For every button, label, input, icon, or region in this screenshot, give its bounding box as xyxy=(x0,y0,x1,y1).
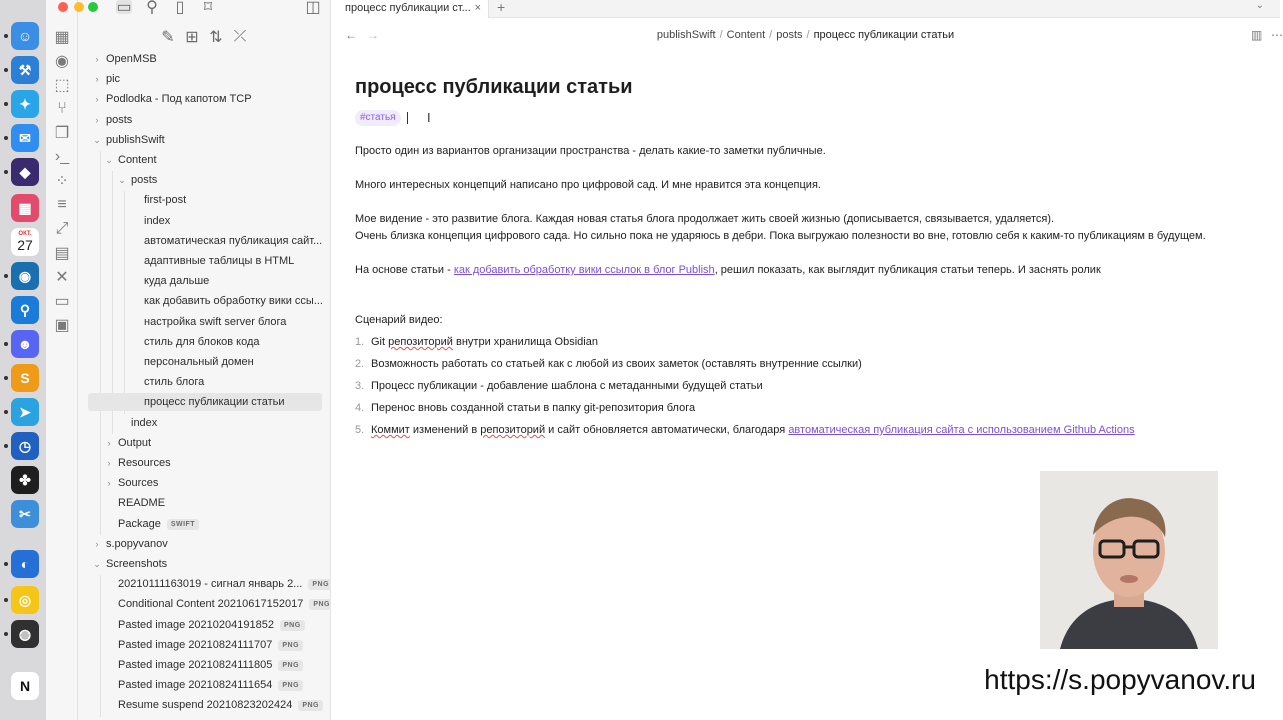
tree-file[interactable] xyxy=(118,595,330,613)
file-explorer-sidebar xyxy=(78,0,331,720)
list-text: Возможность работать со статьей как с любой из своих заметок (оставлять внутренние ссылки) xyxy=(371,358,862,370)
breadcrumb-separator: / xyxy=(719,29,723,41)
tree-file[interactable] xyxy=(118,696,320,714)
table-icon[interactable]: ▤ xyxy=(54,245,70,262)
tree-folder[interactable] xyxy=(106,50,157,68)
indent-guide xyxy=(100,151,101,535)
paragraph-4[interactable] xyxy=(355,263,1101,278)
running-indicator xyxy=(4,632,8,636)
scissors-icon[interactable]: ✂ xyxy=(11,500,39,528)
chevron-down-icon[interactable]: ⌄ xyxy=(118,175,126,186)
tree-item-label: Sources xyxy=(118,477,159,490)
calendar-icon[interactable] xyxy=(11,228,39,256)
tree-item-label: стиль для блоков кода xyxy=(144,335,260,348)
file-type-badge: SWIFT xyxy=(167,519,199,530)
paragraph-4-prefix: На основе статьи - xyxy=(355,264,454,276)
paragraph-2[interactable]: Много интересных концепций написано про цифровой сад. И мне нравится эта концепция. xyxy=(355,179,821,191)
more-options-icon[interactable]: ⋯ xyxy=(1271,28,1283,42)
list-number: 1. xyxy=(355,336,365,348)
list-text: Процесс публикации - добавление шаблона с метаданными будущей статьи xyxy=(371,380,763,392)
reading-view-icon[interactable]: ▥ xyxy=(1251,28,1263,42)
chevron-right-icon[interactable]: › xyxy=(95,74,99,85)
tree-item-label: Conditional Content 20210617152017 xyxy=(118,598,304,611)
sidebar-titlebar xyxy=(78,0,331,16)
list-text: и сайт обновляется автоматически, благодаря xyxy=(545,424,789,436)
git-branch-icon[interactable]: ⑂ xyxy=(57,100,67,117)
tab-close-icon[interactable]: × xyxy=(474,2,481,14)
list-number: 4. xyxy=(355,402,365,414)
internal-link[interactable]: автоматическая публикация сайта с использованием Github Actions xyxy=(788,424,1135,436)
running-indicator xyxy=(4,102,8,106)
tree-item-label: адаптивные таблицы в HTML xyxy=(144,255,295,267)
tree-folder[interactable] xyxy=(118,474,158,492)
scenario-heading[interactable]: Сценарий видео: xyxy=(355,314,443,326)
sort-icon[interactable]: ⇅ xyxy=(209,29,223,46)
tree-file[interactable] xyxy=(118,494,165,512)
new-folder-icon[interactable]: ⊞ xyxy=(185,29,199,46)
close-window-button[interactable] xyxy=(58,2,68,12)
notion-icon[interactable]: N xyxy=(11,672,39,700)
tree-item-label: publishSwift xyxy=(106,133,165,146)
tree-item-label: Resume suspend 20210823202424 xyxy=(118,699,293,712)
misspelled-word: Коммит xyxy=(371,424,410,436)
tab-title: процесс публикации ст... xyxy=(345,2,471,14)
left-ribbon xyxy=(46,0,78,720)
maximize-window-button[interactable] xyxy=(88,2,98,12)
tree-folder[interactable] xyxy=(118,151,157,169)
tree-item-label: Content xyxy=(118,154,157,166)
disk-icon[interactable]: ◐ xyxy=(11,550,39,578)
chevron-right-icon[interactable]: › xyxy=(95,54,99,64)
copy-icon[interactable]: ❐ xyxy=(54,125,70,142)
tree-item-label: Output xyxy=(118,436,152,449)
comment-icon[interactable]: ▭ xyxy=(54,293,70,310)
presenter-avatar xyxy=(1040,471,1218,649)
tag-pill[interactable]: #статья xyxy=(355,110,401,126)
screen-icon[interactable]: ◉ xyxy=(11,262,39,290)
tree-item-label: процесс публикации статьи xyxy=(144,396,285,409)
graph-icon[interactable]: ◉ xyxy=(55,53,69,70)
list-item[interactable] xyxy=(355,335,598,350)
text-caret xyxy=(407,112,408,124)
tree-folder[interactable] xyxy=(118,434,151,452)
file-icon[interactable]: ▯ xyxy=(175,0,185,16)
list-text: изменений в xyxy=(409,424,481,436)
chevron-down-icon[interactable]: ⌄ xyxy=(93,559,101,569)
mouse-cursor-icon: I xyxy=(427,110,431,125)
webcam-overlay xyxy=(1040,471,1218,649)
tree-folder[interactable] xyxy=(106,131,165,149)
collapse-all-icon[interactable]: ⤫ xyxy=(233,28,247,45)
tree-file[interactable] xyxy=(144,212,170,230)
chevron-right-icon[interactable]: › xyxy=(107,437,111,448)
paragraph-3a[interactable]: Мое видение - это развитие блога. Каждая новая статья блога продолжает жить своей жизнью (дописывается, связывается, удаляется). xyxy=(355,213,1055,225)
tree-item-label: posts xyxy=(131,174,158,187)
tree-file[interactable] xyxy=(144,292,323,310)
tree-item-label: автоматическая публикация сайт... xyxy=(144,234,323,247)
tree-file[interactable] xyxy=(144,393,285,411)
stack-icon[interactable]: ≡ xyxy=(57,196,67,213)
tree-file[interactable] xyxy=(118,515,199,533)
tree-item-label: index xyxy=(131,416,158,429)
macos-dock xyxy=(0,0,46,720)
list-number: 2. xyxy=(355,358,365,370)
tree-item-label: стиль блога xyxy=(144,376,205,389)
telegram-icon[interactable]: ➤ xyxy=(11,398,39,426)
running-indicator xyxy=(4,376,8,380)
figma-icon[interactable]: ✤ xyxy=(11,466,39,494)
tools-icon[interactable]: ✕ xyxy=(55,269,69,286)
paragraph-4-suffix: , решил показать, как выглядит публикация статьи теперь. И заснять ролик xyxy=(714,264,1101,276)
blocks-icon[interactable]: ⁘ xyxy=(55,173,69,190)
tree-file[interactable] xyxy=(144,232,323,250)
internal-link[interactable]: как добавить обработку вики ссылок в блог Publish xyxy=(453,264,715,276)
running-indicator xyxy=(4,562,8,566)
list-item[interactable] xyxy=(355,423,1135,438)
calendar-small-icon[interactable]: ▣ xyxy=(54,317,70,334)
running-indicator xyxy=(4,598,8,602)
terminal-icon[interactable]: ›_ xyxy=(54,148,70,165)
tree-item-label: OpenMSB xyxy=(106,53,157,65)
tree-file[interactable] xyxy=(144,353,254,371)
tree-file[interactable] xyxy=(118,676,303,694)
new-tab-button[interactable]: + xyxy=(497,0,506,15)
search-icon[interactable]: ⚲ xyxy=(146,0,158,16)
tree-file[interactable] xyxy=(118,616,305,634)
safari-icon[interactable]: ✦ xyxy=(11,90,39,118)
tree-file[interactable] xyxy=(144,313,286,331)
tree-item-label: Podlodka - Под капотом TCP xyxy=(106,93,252,106)
tree-file[interactable] xyxy=(144,373,204,391)
discord-icon[interactable]: ☻ xyxy=(11,330,39,358)
tree-item-label: персональный домен xyxy=(144,356,254,368)
list-item[interactable] xyxy=(355,401,695,416)
list-text: Перенос вновь созданной статьи в папку git-репозитория блога xyxy=(371,402,696,414)
paragraph-3b[interactable]: Очень близка концепция цифрового сада. Но сильно пока не ударяюсь в дебри. Пока выгружаю полезности во вне, готовлю себя к каким-то публикациям в будущем. xyxy=(355,230,1206,242)
tree-item-label: куда дальше xyxy=(144,275,210,288)
tree-item-label: Pasted image 20210824111654 xyxy=(118,679,273,692)
new-note-icon[interactable]: ✎ xyxy=(161,29,175,46)
tree-item-label: Screenshots xyxy=(106,558,168,570)
calendar-day: 27 xyxy=(17,237,33,253)
running-indicator xyxy=(4,170,8,174)
tree-item-label: first-post xyxy=(144,194,187,207)
tree-folder[interactable] xyxy=(131,171,157,189)
launchpad-icon[interactable]: ▦ xyxy=(11,194,39,222)
obs-icon[interactable]: ◍ xyxy=(11,620,39,648)
tree-file[interactable] xyxy=(144,252,294,270)
calendar-month: ОКТ. xyxy=(18,231,32,237)
list-item[interactable] xyxy=(355,357,862,372)
breadcrumb-separator: / xyxy=(806,29,810,41)
grid-icon[interactable]: ▦ xyxy=(54,29,70,46)
tree-item-label: pic xyxy=(106,73,121,86)
list-item[interactable] xyxy=(355,379,763,394)
tab-active-note[interactable] xyxy=(331,0,489,18)
running-indicator xyxy=(4,342,8,346)
folder-icon[interactable]: ▭ xyxy=(116,0,132,16)
file-type-badge: PNG xyxy=(278,680,303,691)
tree-item-label: Resources xyxy=(118,457,171,469)
tree-item-label: s.popyvanov xyxy=(106,537,168,550)
tree-file[interactable] xyxy=(131,414,157,432)
tree-file[interactable] xyxy=(144,191,186,209)
minimize-window-button[interactable] xyxy=(74,2,84,12)
back-icon[interactable]: ← xyxy=(345,28,357,42)
file-type-badge: PNG xyxy=(309,599,334,610)
open-vault-icon[interactable]: ⬚ xyxy=(54,77,70,94)
chevron-right-icon[interactable]: › xyxy=(95,538,99,549)
tree-file[interactable] xyxy=(118,656,303,674)
mail-icon[interactable]: ✉ xyxy=(11,124,39,152)
chevron-right-icon[interactable]: › xyxy=(107,478,111,489)
tree-folder[interactable] xyxy=(106,90,252,108)
breadcrumb-content[interactable]: Content xyxy=(726,29,766,41)
list-text: Git xyxy=(371,336,389,348)
tree-item-label: README xyxy=(118,497,166,510)
view-header xyxy=(331,26,1283,46)
tree-item-label: Pasted image 20210204191852 xyxy=(118,618,274,631)
file-type-badge: PNG xyxy=(298,700,323,711)
tree-file[interactable] xyxy=(144,333,260,351)
tree-file[interactable] xyxy=(144,272,209,290)
list-text: внутри хранилища Obsidian xyxy=(452,336,598,348)
bookmark-icon[interactable]: ⌑ xyxy=(203,0,213,16)
tree-file[interactable] xyxy=(118,575,330,593)
tree-item-label: index xyxy=(144,214,171,227)
running-indicator xyxy=(4,34,8,38)
running-indicator xyxy=(4,68,8,72)
tree-item-label: posts xyxy=(106,113,133,126)
running-indicator xyxy=(4,136,8,140)
running-indicator xyxy=(4,410,8,414)
maps-icon[interactable]: ⚲ xyxy=(11,296,39,324)
tree-item-label: настройка swift server блога xyxy=(144,315,287,328)
list-number: 5. xyxy=(355,424,365,436)
chevron-right-icon[interactable]: › xyxy=(95,114,99,125)
tab-bar xyxy=(331,0,1280,18)
expand-icon[interactable]: ⤢ xyxy=(55,220,69,237)
breadcrumb xyxy=(331,29,1280,41)
chrome-icon[interactable]: ◎ xyxy=(11,586,39,614)
tree-folder[interactable] xyxy=(118,454,171,472)
file-type-badge: PNG xyxy=(278,660,303,671)
tree-item-label: Pasted image 20210824111805 xyxy=(118,659,273,671)
chevron-down-icon[interactable]: ⌄ xyxy=(93,134,101,145)
file-type-badge: PNG xyxy=(308,579,333,590)
list-number: 3. xyxy=(355,380,365,392)
tree-item-label: как добавить обработку вики ссы... xyxy=(144,295,323,308)
misspelled-word: репозиторий xyxy=(388,336,453,348)
indent-guide xyxy=(124,191,125,413)
file-type-badge: PNG xyxy=(280,620,305,631)
tree-folder[interactable] xyxy=(106,111,132,129)
running-indicator xyxy=(4,274,8,278)
breadcrumb-root[interactable]: publishSwift xyxy=(656,29,716,41)
sublime-icon[interactable]: S xyxy=(11,364,39,392)
timer-icon[interactable]: ◷ xyxy=(11,432,39,460)
obsidian-icon[interactable]: ◆ xyxy=(11,158,39,186)
tree-folder[interactable] xyxy=(106,555,167,573)
xcode-icon[interactable]: ⚒ xyxy=(11,56,39,84)
file-type-badge: PNG xyxy=(278,640,303,651)
tree-folder[interactable] xyxy=(106,535,168,553)
breadcrumb-separator: / xyxy=(769,29,773,41)
chevron-down-icon[interactable]: ⌄ xyxy=(1255,0,1264,11)
tree-item-label: 20210111163019 - сигнал январь 2... xyxy=(118,578,303,591)
sidebar-toggle-icon[interactable]: ◫ xyxy=(305,0,321,16)
breadcrumb-current[interactable]: процесс публикации статьи xyxy=(813,29,955,41)
breadcrumb-posts[interactable]: posts xyxy=(776,29,803,41)
finder-icon[interactable]: ☺ xyxy=(11,22,39,50)
tree-file[interactable] xyxy=(118,636,303,654)
forward-icon[interactable]: → xyxy=(367,28,379,42)
url-watermark: https://s.popyvanov.ru xyxy=(984,664,1256,695)
paragraph-1[interactable]: Просто один из вариантов организации пространства - делать какие-то заметки публичные. xyxy=(355,145,826,157)
tree-item-label: Package xyxy=(118,517,161,530)
chevron-down-icon[interactable]: ⌄ xyxy=(105,155,113,165)
chevron-right-icon[interactable]: › xyxy=(95,94,99,105)
indent-guide xyxy=(100,575,101,716)
misspelled-word: репозиторий xyxy=(480,424,546,436)
chevron-right-icon[interactable]: › xyxy=(107,458,111,468)
tree-folder[interactable] xyxy=(106,70,120,88)
running-indicator xyxy=(4,444,8,448)
tree-item-label: Pasted image 20210824111707 xyxy=(118,638,273,651)
page-title[interactable]: процесс публикации статьи xyxy=(355,76,633,98)
